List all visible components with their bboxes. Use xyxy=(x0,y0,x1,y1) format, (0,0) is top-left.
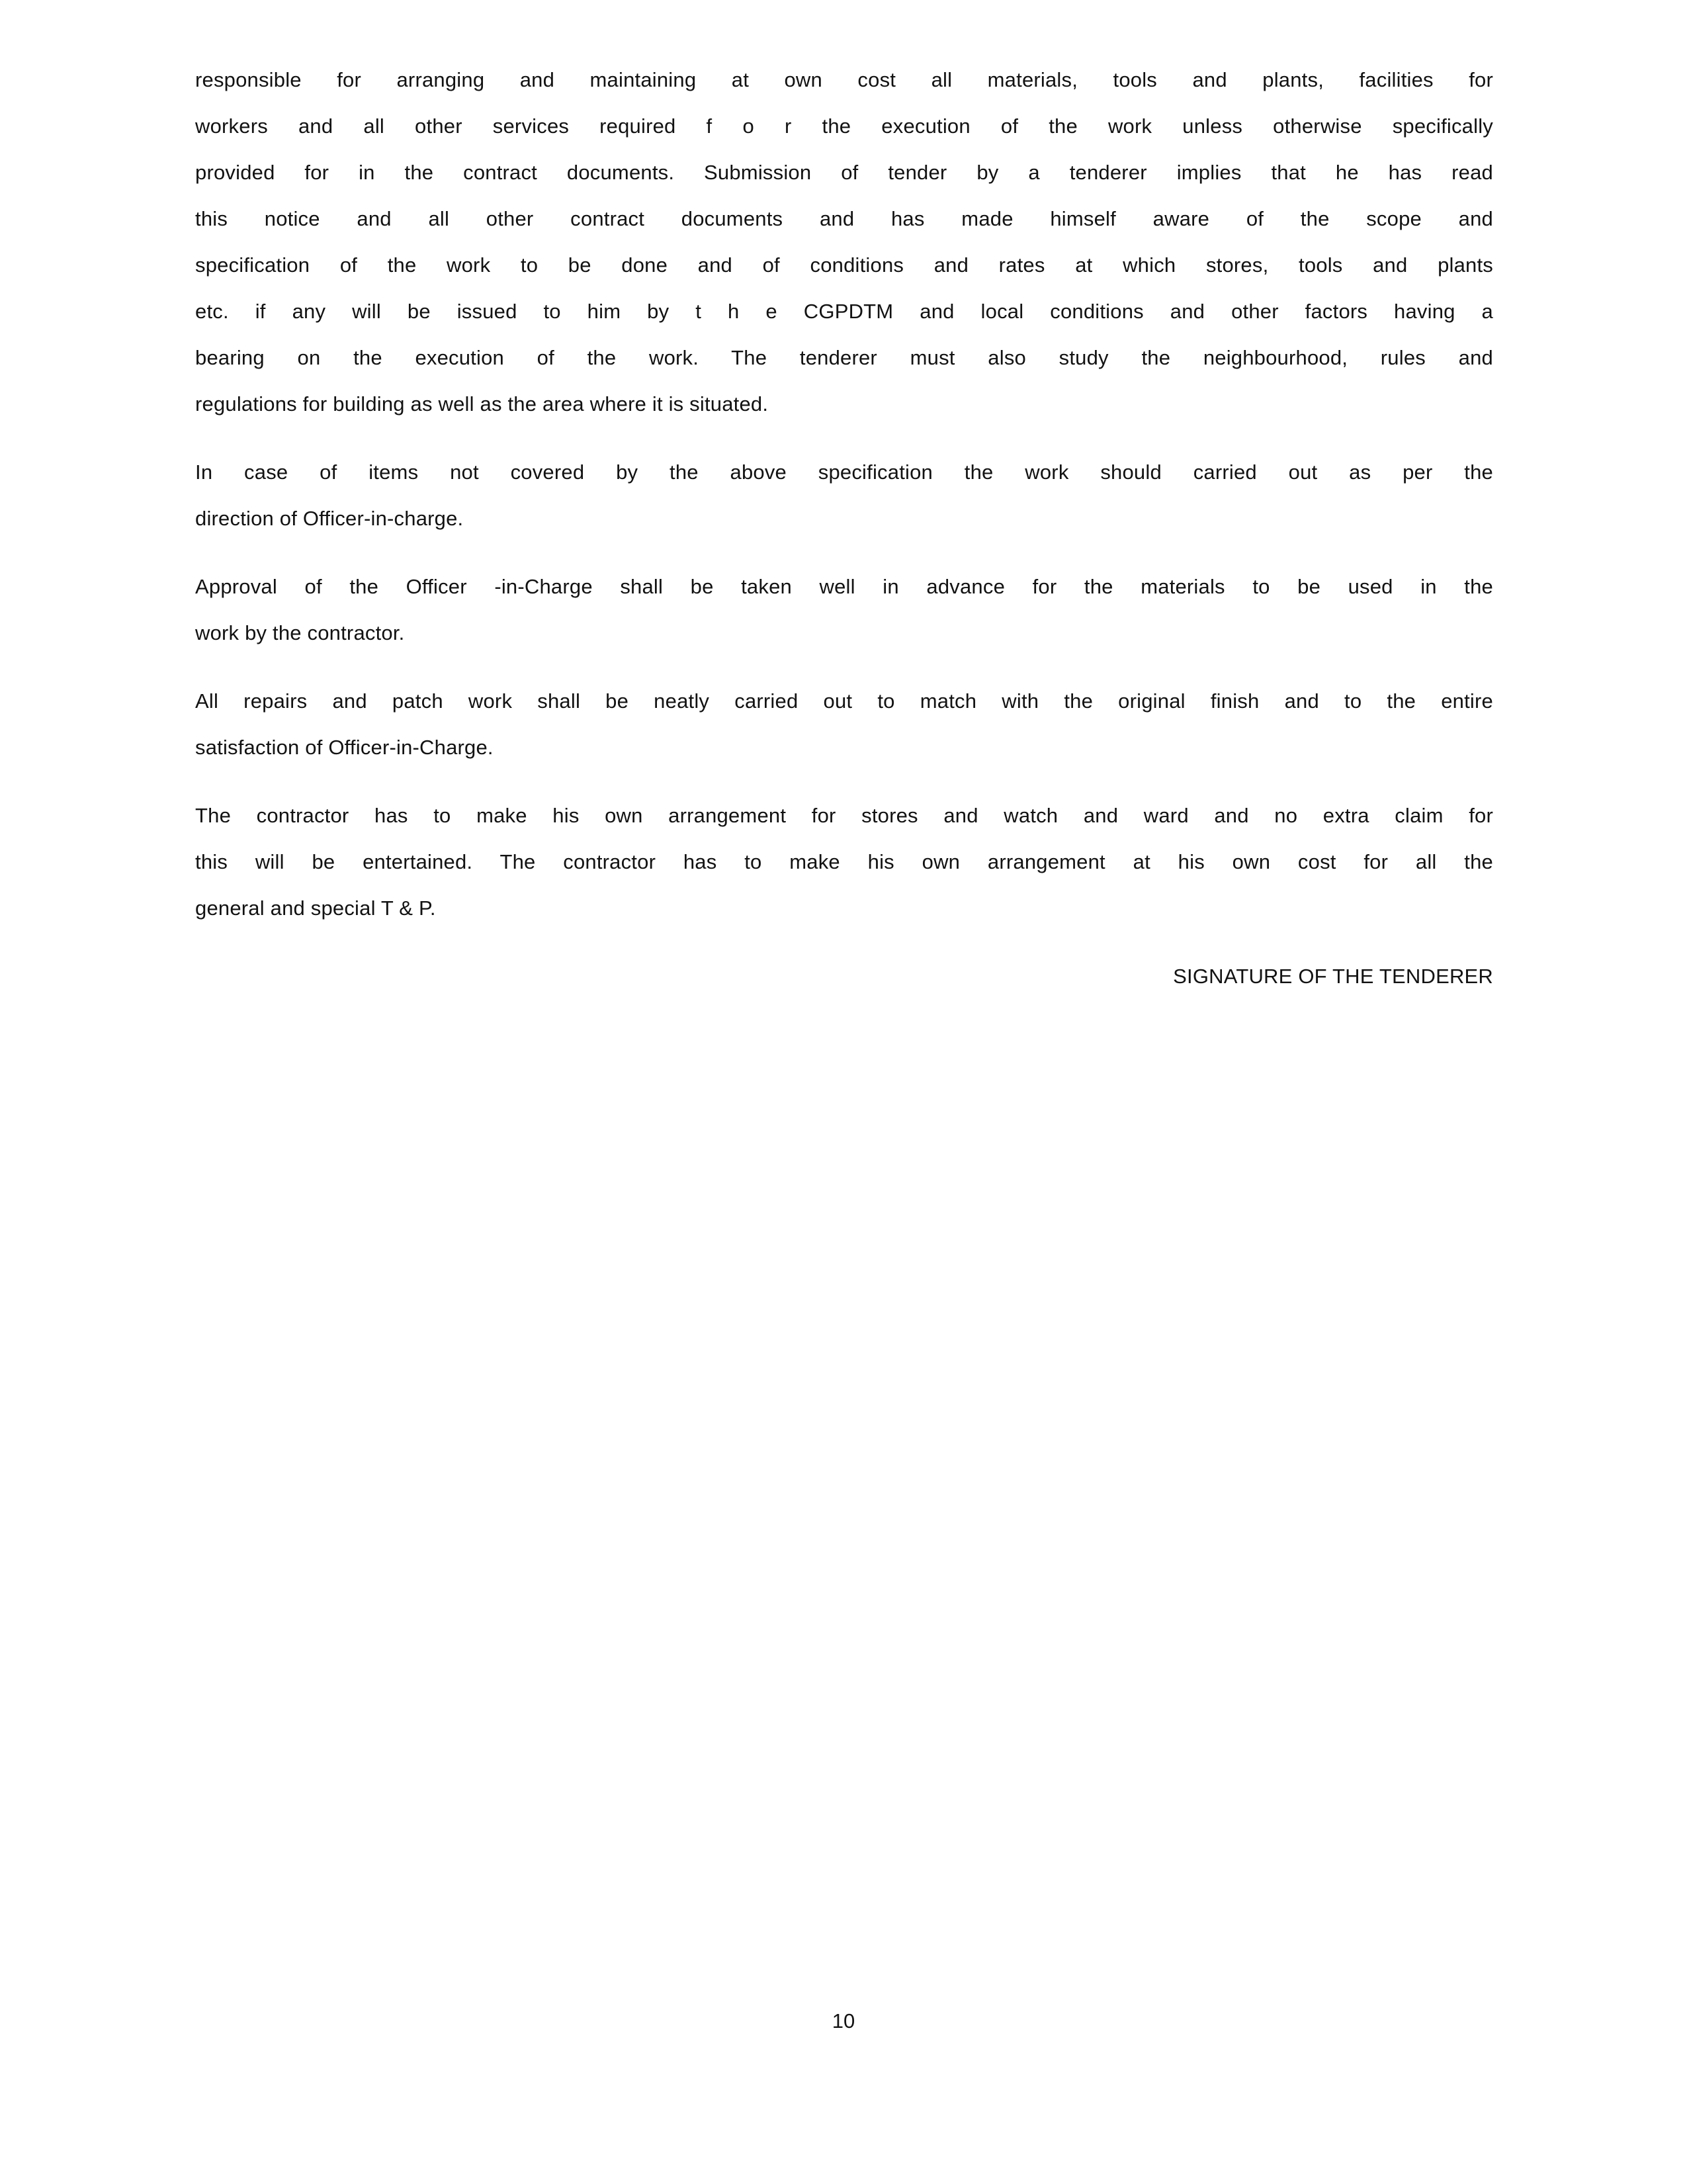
body-paragraph xyxy=(195,564,1493,656)
body-paragraph xyxy=(195,793,1493,932)
text-line: All repairs and patch work shall be neatly carried out to match with the original finish and to the entire xyxy=(195,689,1493,713)
signature-of-tenderer: SIGNATURE OF THE TENDERER xyxy=(1173,965,1493,988)
text-line: responsible for arranging and maintaining at own cost all materials, tools and plants, facilities for xyxy=(195,68,1493,91)
text-line: The contractor has to make his own arrangement for stores and watch and ward and no extra claim for xyxy=(195,804,1493,827)
body-paragraph xyxy=(195,57,1493,427)
text-line: provided for in the contract documents. Submission of tender by a tenderer implies that he has read xyxy=(195,161,1493,184)
text-line: bearing on the execution of the work. The tenderer must also study the neighbourhood, rules and xyxy=(195,346,1493,369)
page-number: 10 xyxy=(832,2009,855,2032)
text-line: work by the contractor. xyxy=(195,621,405,644)
text-line: satisfaction of Officer-in-Charge. xyxy=(195,736,494,759)
body-paragraph xyxy=(195,678,1493,771)
text-line: this will be entertained. The contractor has to make his own arrangement at his own cost for all the xyxy=(195,850,1493,873)
text-line: general and special T & P. xyxy=(195,896,436,920)
text-line: this notice and all other contract documents and has made himself aware of the scope and xyxy=(195,207,1493,230)
document-page xyxy=(195,57,1493,1000)
text-line: In case of items not covered by the above specification the work should carried out as per the xyxy=(195,460,1493,484)
body-paragraph xyxy=(195,449,1493,542)
text-line: direction of Officer-in-charge. xyxy=(195,507,464,530)
text-line: regulations for building as well as the area where it is situated. xyxy=(195,392,769,415)
text-line: etc. if any will be issued to him by t h e CGPDTM and local conditions and other factors having a xyxy=(195,300,1493,323)
text-line: specification of the work to be done and of conditions and rates at which stores, tools and plants xyxy=(195,253,1493,277)
text-line: Approval of the Officer -in-Charge shall be taken well in advance for the materials to be used in the xyxy=(195,575,1493,598)
text-line: workers and all other services required f o r the execution of the work unless otherwise specifically xyxy=(195,114,1493,138)
